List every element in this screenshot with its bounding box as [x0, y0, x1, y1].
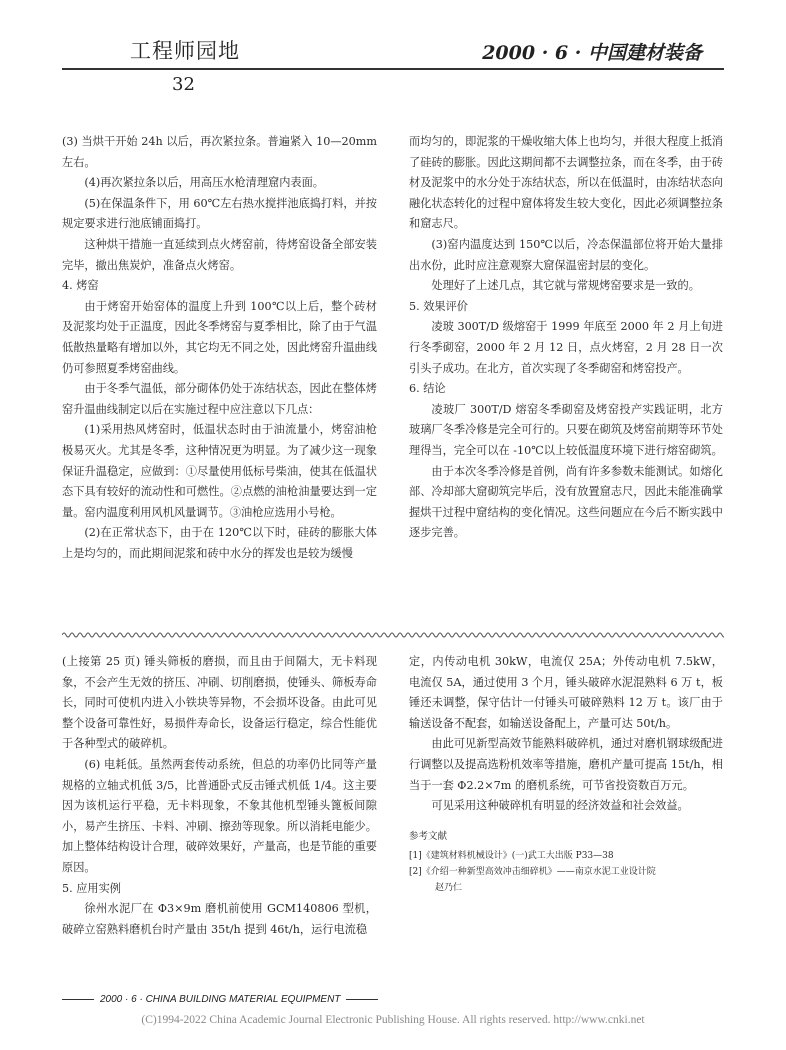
- paragraph: 凌玻 300T/D 级熔窑于 1999 年底至 2000 年 2 月上旬进行冬季砌窑，2000 年 2 月 12 日，点火烤窑，2 月 28 日一次引头子成功。在北方，首次实现了冬季砌窑和烤窑投产。: [409, 320, 723, 375]
- references-title: 参考文献: [409, 830, 448, 842]
- page-footer: [62, 994, 378, 1005]
- references: [409, 829, 723, 896]
- reference-item: [2]《介绍一种新型高效冲击细碎机》——南京水泥工业设计院: [409, 866, 656, 877]
- paragraph: 处理好了上述几点，其它就与常规烤窑要求是一致的。: [431, 279, 700, 293]
- paragraph: 这种烘干措施一直延续到点火烤窑前，待烤窑设备全部安装完毕，撤出焦炭炉，准备点火烤窑。: [62, 237, 377, 272]
- page-number: 32: [172, 74, 195, 95]
- footer-rule-right: [346, 999, 378, 1000]
- paragraph: (6) 电耗低。虽然两套传动系统，但总的功率仍比同等产量规格的立轴式机低 3/5，比普通卧式反击锤式机低 1/4。这主要因为该机运行平稳，无卡料现象，不象其他机型锤头篦板间隙小，易产生挤压、卡料、冲刷、擦劲等现象。所以消耗电能少。加上整体结构设计合理，破碎效果好，产量高，也是节能的重要原因。: [62, 757, 377, 874]
- paragraph: (3)窑内温度达到 150℃以后，冷态保温部位将开始大量排出水份，此时应注意观察大窟保温密封层的变化。: [409, 237, 723, 272]
- copyright-notice: (C)1994-2022 China Academic Journal Electronic Publishing House. All rights reserved. http://www.cnki.net: [141, 1014, 645, 1026]
- paragraph: (3) 当烘干开始 24h 以后，再次紧拉条。普遍紧入 10—20mm 左右。: [62, 135, 377, 169]
- footer-rule-left: [62, 999, 94, 1000]
- paragraph: 定，内传动电机 30kW，电流仅 25A；外传动电机 7.5kW，电流仅 5A，通过使用 3 个月，锤头破碎水泥混熟料 6 万 t，板锤还未调整，保守估计一付锤头可破碎熟料 12 万 t。该厂由于输送设备不配套，如输送设备配上，产量可达 50t/h。: [409, 655, 723, 730]
- paragraph: 由于本次冬季冷修是首例，尚有许多参数未能测试。如熔化部、冷却部大窟砌筑完毕后，没有放置窟志尺，因此未能准确掌握烘干过程中窟结构的变化情况。这些问题应在今后不断实践中逐步完善。: [409, 464, 723, 540]
- section-heading: 4. 烤窑: [62, 279, 99, 293]
- author-name: 赵乃仁: [435, 882, 463, 893]
- header-rule: [62, 68, 724, 70]
- paragraph: 由于烤窑开始窑体的温度上升到 100℃以上后，整个砖材及泥浆均处于正温度，因此冬季烤窑与夏季相比，除了由于气温低散热量略有增加以外，其它均无不同之处，因此烤窑升温曲线仍可参照夏季烤窑曲线。: [62, 299, 377, 375]
- reference-item: [1]《建筑材料机械设计》(一)武工大出版 P33—38: [409, 850, 614, 861]
- paragraph: (上接第 25 页) 锤头筛板的磨损，而且由于间隔大，无卡料现象，不会产生无效的挤压、冲刷、切削磨损，使锤头、筛板寿命长，同时可使机内进入小铁块等异物，不会损坏设备。由此可见整个设备可靠性好，易损件寿命长，设备运行稳定，综合性能优于各种型式的破碎机。: [62, 655, 377, 751]
- paragraph: (4)再次紧拉条以后，用高压水枪清理窟内表面。: [84, 176, 324, 190]
- column-3: [62, 652, 377, 940]
- paragraph: 凌玻厂 300T/D 熔窑冬季砌窑及烤窑投产实践证明，北方玻璃厂冬季冷修是完全可行的。只要在砌筑及烤窑前期等环节处理得当，完全可以在 -10℃以上较低温度环境下进行熔窑砌筑。: [409, 402, 723, 457]
- column-1: [62, 132, 377, 564]
- section-heading: 5. 效果评价: [409, 299, 468, 313]
- footer-text: 2000 · 6 · CHINA BUILDING MATERIAL EQUIPMENT: [100, 994, 341, 1005]
- paragraph: 由于冬季气温低，部分砌体仍处于冻结状态，因此在整体烤窑升温曲线制定以后在实施过程中应注意以下几点：: [62, 382, 377, 416]
- column-2: [409, 132, 723, 544]
- column-4: [409, 652, 723, 896]
- paragraph: (1)采用热风烤窑时，低温状态时由于油流量小，烤窑油枪极易灭火。尤其是冬季，这种情况更为明显。为了减少这一现象保证升温稳定，应做到：①尽量使用低标号柴油，使其在低温状态下具有较好的流动性和可燃性。②点燃的油枪油量要达到一定量。窑内温度利用风机风量调节。③油枪应选用小号枪。: [62, 423, 377, 519]
- section-heading: 6. 结论: [409, 382, 446, 396]
- section-heading: 5. 应用实例: [62, 881, 121, 895]
- paragraph: 由此可见新型高效节能熟料破碎机，通过对磨机钢球级配进行调整以及提高选粉机效率等措施，磨机产量可提高 15t/h，相当于一套 Φ2.2×7m 的磨机系统，可节省投资数百万元。: [409, 737, 723, 792]
- journal-issue-title: 2000 · 6 · 中国建材装备: [482, 42, 702, 64]
- paragraph: 徐州水泥厂在 Φ3×9m 磨机前使用 GCM140806 型机，破碎立窑熟料磨机台时产量由 35t/h 提到 46t/h，运行电流稳: [62, 902, 377, 936]
- paragraph: 可见采用这种破碎机有明显的经济效益和社会效益。: [431, 799, 689, 813]
- section-divider-wave: [62, 630, 724, 640]
- paragraph: (5)在保温条件下，用 60℃左右热水搅拌池底捣打料，并按规定要求进行池底铺面捣打。: [62, 196, 377, 231]
- paragraph: (2)在正常状态下，由于在 120℃以下时，硅砖的膨胀大体上是均匀的，而此期间泥浆和砖中水分的挥发也是较为缓慢: [62, 526, 377, 560]
- journal-section-title: 工程师园地: [130, 39, 240, 63]
- paragraph: 而均匀的，即泥浆的干燥收缩大体上也均匀，并很大程度上抵消了硅砖的膨胀。因此这期间都不去调整拉条，而在冬季，由于砖材及泥浆中的水分处于冻结状态，所以在低温时，由冻结状态向融化状态转化的过程中窟体将发生较大变化，因此必须调整拉条和窟志尺。: [409, 135, 723, 231]
